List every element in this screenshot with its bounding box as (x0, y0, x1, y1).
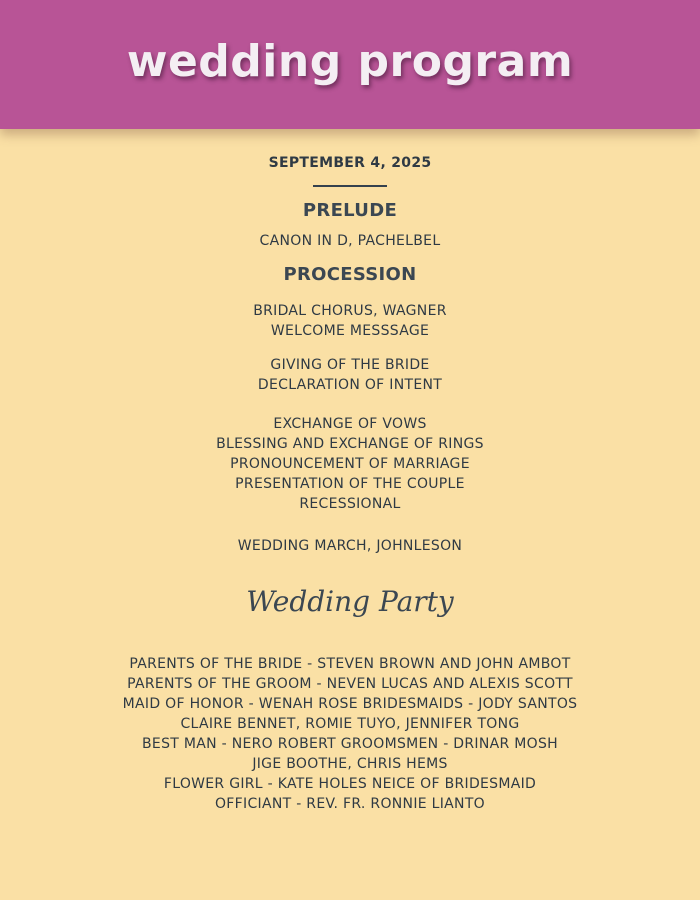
procession-heading: PROCESSION (283, 264, 417, 285)
event-date: SEPTEMBER 4, 2025 (268, 155, 432, 171)
program-item: RECESSIONAL (299, 496, 401, 512)
program-item: DECLARATION OF INTENT (257, 377, 443, 393)
header-banner (0, 0, 700, 129)
party-line: OFFICIANT - REV. FR. RONNIE LIANTO (214, 796, 485, 812)
party-line: MAID OF HONOR - WENAH ROSE BRIDESMAIDS - JODY SANTOS (122, 696, 578, 712)
wedding-party-list (0, 654, 700, 814)
closing-item: WEDDING MARCH, JOHNLESON (237, 538, 463, 554)
program-item: GIVING OF THE BRIDE (270, 357, 430, 373)
party-line: PARENTS OF THE BRIDE - STEVEN BROWN AND JOHN AMBOT (129, 656, 571, 672)
procession-group-3 (0, 414, 700, 514)
procession-group-2 (0, 355, 700, 395)
program-item: WELCOME MESSSAGE (270, 323, 430, 339)
party-line: BEST MAN - NERO ROBERT GROOMSMEN - DRINAR MOSH (142, 736, 558, 752)
page-title: wedding program (126, 36, 574, 87)
party-line: JIGE BOOTHE, CHRIS HEMS (252, 756, 448, 772)
program-item: PRONOUNCEMENT OF MARRIAGE (230, 456, 470, 472)
program-item: BLESSING AND EXCHANGE OF RINGS (216, 436, 484, 452)
wedding-party-heading: Wedding Party (246, 585, 454, 618)
program-item: EXCHANGE OF VOWS (273, 416, 427, 432)
procession-group-1 (0, 301, 700, 341)
program-item: PRESENTATION OF THE COUPLE (235, 476, 465, 492)
party-line: CLAIRE BENNET, ROMIE TUYO, JENNIFER TONG (180, 716, 520, 732)
program-item: BRIDAL CHORUS, WAGNER (253, 303, 447, 319)
divider (313, 185, 387, 187)
prelude-item: CANON IN D, PACHELBEL (259, 233, 441, 249)
party-line: PARENTS OF THE GROOM - NEVEN LUCAS AND ALEXIS SCOTT (127, 676, 573, 692)
prelude-heading: PRELUDE (302, 200, 398, 221)
party-line: FLOWER GIRL - KATE HOLES NEICE OF BRIDESMAID (163, 776, 537, 792)
